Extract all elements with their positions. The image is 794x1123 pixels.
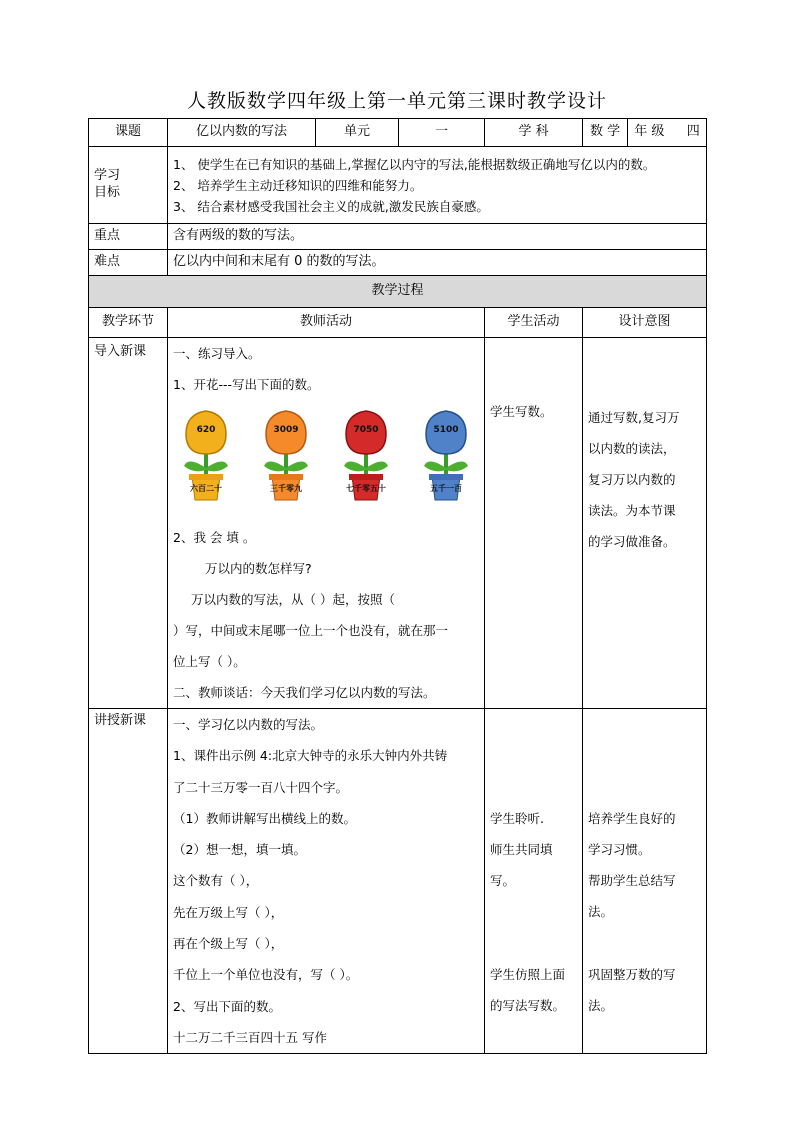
teach-line: （1）教师讲解写出横线上的数。 [173, 810, 356, 826]
teach-line: 先在万级上写（ ）， [173, 904, 284, 920]
teach-intent-text: 帮助学生总结写 [588, 873, 676, 888]
flower-figure [416, 408, 476, 506]
intro-intent-line: 的学习做准备。 [588, 534, 676, 549]
goal-item: 2、 培养学生主动迁移知识的四维和能努力。 [173, 177, 423, 193]
teach-intent-text: 巩固整万数的写 [588, 967, 676, 982]
topic-value: 亿以内数的写法 [168, 119, 316, 147]
intro-intent-line: 通过写数,复习万 [588, 410, 680, 425]
teach-line: 一、学习亿以内数的写法。 [173, 717, 324, 732]
teach-teacher [168, 709, 485, 1054]
teach-intent-text: 学习习惯。 [588, 842, 651, 857]
unit-label: 单元 [316, 119, 399, 147]
goals-row [89, 147, 707, 224]
flower-number: 5100 [433, 425, 459, 435]
teach-intent-text: 培养学生良好的 [588, 811, 676, 826]
goal-item: 3、 结合素材感受我国社会主义的成就,激发民族自豪感。 [173, 198, 489, 214]
page-title: 人教版数学四年级上第一单元第三课时教学设计 [186, 90, 607, 112]
flower-number: 3009 [273, 425, 299, 435]
intro-line: 二、教师谈话：今天我们学习亿以内数的写法。 [173, 685, 436, 700]
key-point-row [89, 224, 707, 250]
teach-student-text: 的写法写数。 [490, 998, 566, 1013]
lesson-plan-table [88, 118, 707, 1054]
teach-line: 十二万二千三百四十五 写作 [173, 1029, 327, 1045]
intro-line: 一、练习导入。 [173, 346, 261, 361]
intro-line: 位上写（ ）。 [173, 654, 246, 669]
process-header-row [89, 276, 707, 308]
unit-value: 一 [399, 119, 485, 147]
difficulty-row [89, 250, 707, 276]
intro-stage: 导入新课 [89, 338, 168, 709]
key-point-label: 重点 [89, 224, 168, 250]
intro-line: 万以内的数怎样写? [205, 561, 312, 576]
teach-student-text: 学生仿照上面 [490, 967, 566, 982]
process-header: 教学过程 [89, 276, 707, 308]
flower-word: 六百二十 [190, 484, 222, 493]
teach-student-text: 师生共同填写。 [490, 842, 553, 888]
intro-intent-line: 复习万以内数的 [588, 472, 676, 487]
teach-student [485, 709, 583, 1054]
teach-intent-text: 法。 [588, 904, 614, 919]
teach-intent [583, 709, 707, 1054]
teach-line: 2、写出下面的数。 [173, 998, 281, 1014]
flower-word: 三千零九 [270, 484, 302, 493]
goals-label-line2: 目标 [94, 185, 121, 200]
teach-stage: 讲授新课 [89, 709, 168, 1054]
header-row [89, 119, 707, 147]
teach-line: 1、课件出示例 4:北京大钟寺的永乐大钟内外共铸 [173, 748, 448, 764]
grade-cell [628, 119, 707, 147]
column-stage: 教学环节 [89, 308, 168, 338]
intro-line: 2、我 会 填 。 [173, 530, 256, 545]
teach-line: 了二十三万零一百八十四个字。 [173, 779, 349, 795]
difficulty-value: 亿以内中间和末尾有 0 的数的写法。 [168, 250, 707, 276]
subject-label: 学 科 [485, 119, 583, 147]
intro-line: 1、开花---写出下面的数。 [173, 377, 320, 392]
teach-line: 这个数有（ ）， [173, 873, 259, 889]
flower-pictures [173, 400, 479, 522]
topic-label: 课题 [89, 119, 168, 147]
column-teacher: 教师活动 [168, 308, 485, 338]
flower-word: 七千零五十 [346, 484, 386, 493]
intro-line: ）写，中间或末尾哪一位上一个也没有，就在那一 [173, 623, 449, 638]
intro-row [89, 338, 707, 709]
teach-line: （2）想一想，填一填。 [173, 842, 306, 858]
goals-content [168, 147, 707, 224]
intro-line: 万以内数的写法，从（ ）起，按照（ [191, 592, 395, 607]
intro-intent [583, 338, 707, 709]
flower-figure [176, 408, 236, 506]
goals-label-line1: 学习 [94, 168, 121, 184]
teach-line: 再在个级上写（ ）， [173, 936, 284, 952]
column-intent: 设计意图 [583, 308, 707, 338]
grade-label: 年 级 [634, 124, 665, 140]
key-point-value: 含有两级的数的写法。 [168, 224, 707, 250]
flower-word: 五千一百 [430, 484, 462, 493]
column-student: 学生活动 [485, 308, 583, 338]
flower-figure [256, 408, 316, 506]
flower-number: 620 [196, 425, 216, 435]
intro-teacher [168, 338, 485, 709]
teach-intent-text: 法。 [588, 998, 614, 1013]
goals-label [89, 147, 168, 224]
flower-figure [336, 408, 396, 506]
difficulty-label: 难点 [89, 250, 168, 276]
teach-student-text: 学生聆听. [490, 811, 544, 826]
teach-row [89, 709, 707, 1054]
intro-student [485, 338, 583, 709]
subject-value: 数 学 [583, 119, 628, 147]
intro-intent-line: 读法。为本节课 [588, 503, 676, 518]
intro-intent-line: 以内数的读法， [588, 441, 676, 456]
goal-item: 1、 使学生在已有知识的基础上,掌握亿以内守的写法,能根据数级正确地写亿以内的数。 [173, 156, 656, 172]
intro-student-text: 学生写数。 [490, 404, 553, 419]
flower-number: 7050 [353, 425, 379, 435]
grade-value: 四 [686, 124, 700, 140]
column-header-row [89, 308, 707, 338]
teach-line: 千位上一个单位也没有，写（ ）。 [173, 967, 359, 983]
